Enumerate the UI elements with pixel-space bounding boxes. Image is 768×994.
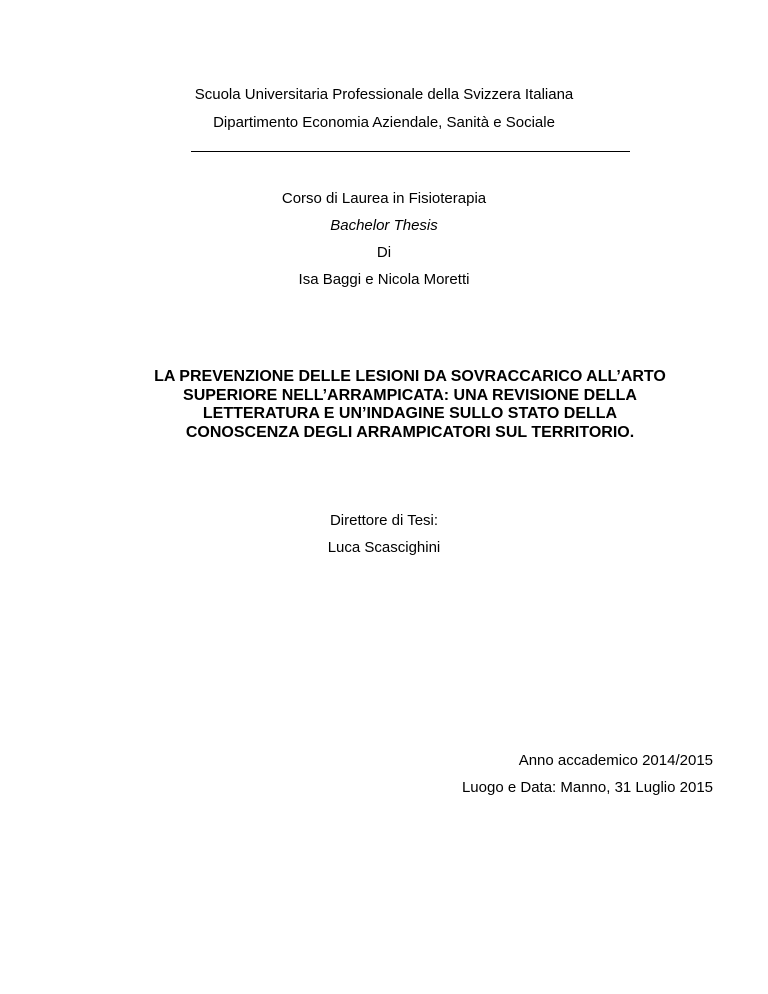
supervisor-label: Direttore di Tesi: (329, 512, 439, 529)
school-name: Scuola Universitaria Professionale della Svizzera Italiana (194, 86, 574, 103)
by-label: Di (376, 244, 392, 261)
thesis-type: Bachelor Thesis (330, 217, 438, 234)
thesis-title-line: CONOSCENZA DEGLI ARRAMPICATORI SUL TERRITORIO. (185, 423, 635, 441)
thesis-title-line: LA PREVENZIONE DELLE LESIONI DA SOVRACCARICO ALL’ARTO (154, 368, 666, 385)
thesis-title (100, 368, 720, 442)
header-divider (191, 151, 630, 152)
place-and-date: Luogo e Data: Manno, 31 Luglio 2015 (461, 779, 713, 796)
thesis-title-line: SUPERIORE NELL’ARRAMPICATA: UNA REVISIONE DELLA (183, 386, 637, 404)
supervisor-name: Luca Scascighini (327, 539, 441, 556)
academic-year: Anno accademico 2014/2015 (518, 752, 713, 769)
department-name: Dipartimento Economia Aziendale, Sanità e Sociale (213, 114, 555, 131)
degree-program: Corso di Laurea in Fisioterapia (281, 190, 487, 207)
authors: Isa Baggi e Nicola Moretti (298, 271, 470, 288)
thesis-title-line: LETTERATURA E UN’INDAGINE SULLO STATO DELLA (202, 405, 618, 422)
